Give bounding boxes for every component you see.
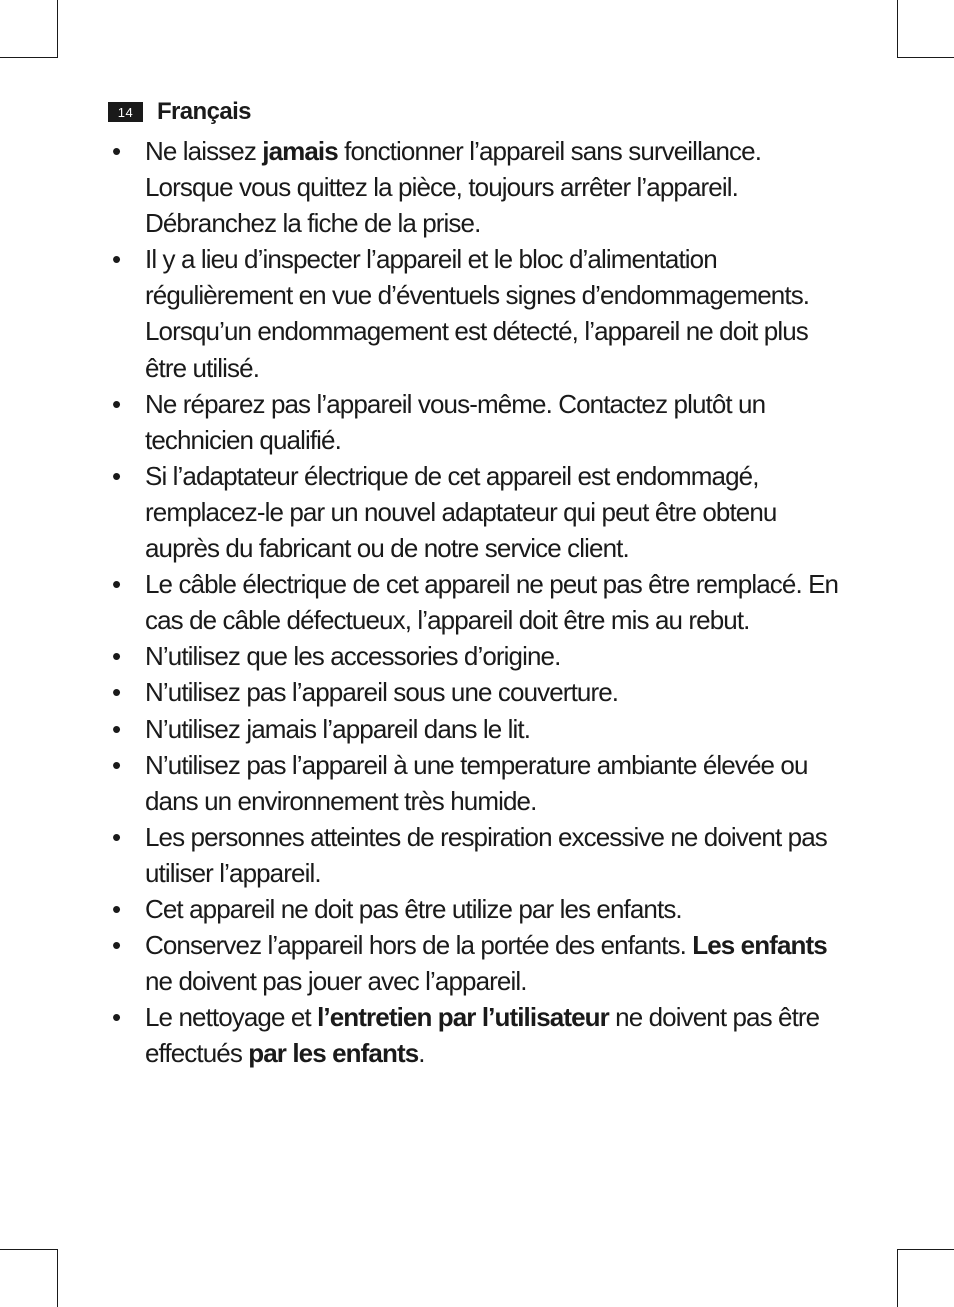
list-item xyxy=(108,927,850,999)
text-segment: Ne réparez pas l’appareil vous-même. Contactez plutôt un technicien qualifié. xyxy=(145,388,766,455)
list-item xyxy=(108,133,850,241)
text-segment: N’utilisez jamais l’appareil dans le lit. xyxy=(145,713,531,744)
safety-instructions-list xyxy=(108,133,850,1071)
text-segment: ne doivent pas être effectués xyxy=(145,1002,820,1069)
emphasis-text: par les enfants xyxy=(248,1038,419,1069)
page-number: 14 xyxy=(108,102,143,122)
list-item-text xyxy=(145,677,618,707)
text-segment: Il y a lieu d’inspecter l’appareil et le bloc d’alimentation régulièrement en vue d’éventuels signes d’endommagements. Lorsqu’un endommagement est détecté, l’appareil ne doit plus être utilisé. xyxy=(145,244,810,383)
text-segment: N’utilisez pas l’appareil à une temperature ambiante élevée ou dans un environnement très humide. xyxy=(145,749,808,816)
list-item xyxy=(108,711,850,747)
list-item-text xyxy=(145,894,682,924)
list-item xyxy=(108,999,850,1071)
list-item xyxy=(108,458,850,566)
emphasis-text: Les enfants xyxy=(692,930,827,961)
emphasis-text: l’entretien par l’utilisateur xyxy=(317,1002,609,1033)
list-item xyxy=(108,891,850,927)
text-segment: fonctionner l’appareil sans surveillance. Lorsque vous quittez la pièce, toujours arrêter l’appareil. Débranchez la fiche de la prise. xyxy=(145,136,762,239)
list-item xyxy=(108,819,850,891)
bullet-icon: • xyxy=(112,893,121,924)
list-item xyxy=(108,566,850,638)
text-segment: ne doivent pas jouer avec l’appareil. xyxy=(145,966,527,997)
bullet-icon: • xyxy=(112,136,121,166)
crop-mark-top-right xyxy=(897,57,954,58)
page-header xyxy=(108,98,251,126)
bullet-icon: • xyxy=(112,749,121,780)
text-segment: Le câble électrique de cet appareil ne peut pas être remplacé. En cas de câble défectueux, l’appareil doit être mis au rebut. xyxy=(145,569,839,636)
list-item-text xyxy=(145,750,808,816)
list-item xyxy=(108,674,850,710)
text-segment: N’utilisez que les accessories d’origine. xyxy=(145,641,561,672)
language-heading: Français xyxy=(157,98,251,125)
crop-mark-bottom-left xyxy=(57,1249,58,1307)
bullet-icon: • xyxy=(112,821,121,852)
bullet-icon: • xyxy=(112,388,121,419)
list-item xyxy=(108,638,850,674)
text-segment: Si l’adaptateur électrique de cet appareil est endommagé, remplacez-le par un nouvel adaptateur qui peut être obtenu auprès du fabricant ou de notre service client. xyxy=(145,460,777,564)
list-item-text xyxy=(145,822,827,888)
bullet-icon: • xyxy=(112,930,121,961)
list-item-text xyxy=(145,1002,819,1068)
crop-mark-bottom-right xyxy=(897,1249,954,1250)
bullet-icon: • xyxy=(112,1002,121,1033)
bullet-icon: • xyxy=(112,569,121,600)
bullet-icon: • xyxy=(112,641,121,672)
list-item xyxy=(108,386,850,458)
crop-mark-bottom-left xyxy=(0,1249,58,1250)
crop-mark-top-left xyxy=(0,57,58,58)
bullet-icon: • xyxy=(112,713,121,744)
text-segment: Les personnes atteintes de respiration excessive ne doivent pas utiliser l’appareil. xyxy=(145,821,827,888)
list-item xyxy=(108,747,850,819)
text-segment: Le nettoyage et xyxy=(145,1002,318,1033)
list-item-text xyxy=(145,389,765,455)
list-item-text xyxy=(145,569,838,635)
list-item xyxy=(108,241,850,385)
list-item-text xyxy=(145,714,530,744)
bullet-icon: • xyxy=(112,460,121,491)
list-item-text xyxy=(145,244,809,382)
crop-mark-bottom-right xyxy=(897,1249,898,1307)
bullet-icon: • xyxy=(112,677,121,708)
list-item-text xyxy=(145,641,560,671)
crop-mark-top-right xyxy=(897,0,898,58)
list-item-text xyxy=(145,461,776,563)
text-segment: N’utilisez pas l’appareil sous une couverture. xyxy=(145,677,619,708)
list-item-text xyxy=(145,136,761,238)
list-item-text xyxy=(145,930,827,996)
text-segment: Ne laissez xyxy=(145,136,263,166)
text-segment: Conservez l’appareil hors de la portée des enfants. xyxy=(145,930,693,961)
text-segment: Cet appareil ne doit pas être utilize par les enfants. xyxy=(145,893,682,924)
emphasis-text: jamais xyxy=(262,136,338,166)
bullet-icon: • xyxy=(112,244,121,275)
crop-mark-top-left xyxy=(57,0,58,58)
text-segment: . xyxy=(418,1038,425,1069)
